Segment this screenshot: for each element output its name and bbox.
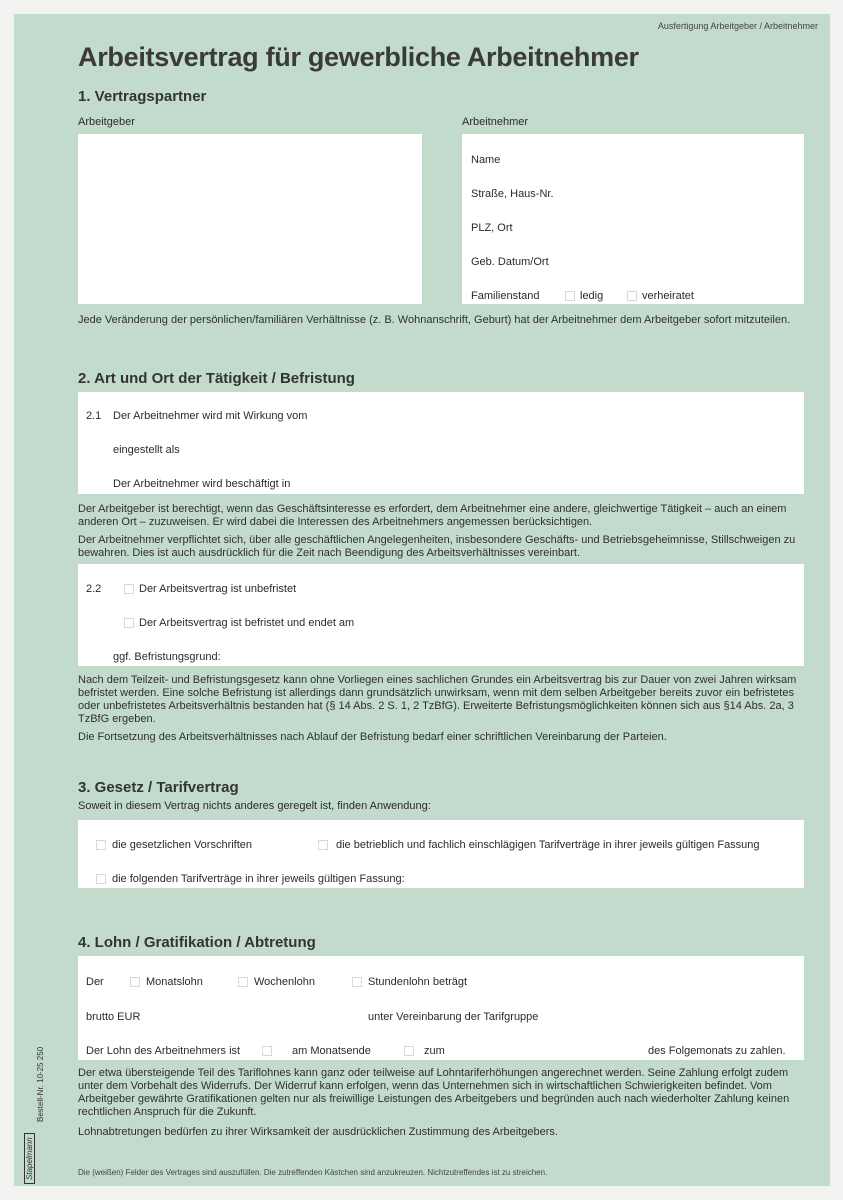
section-3-heading: 3. Gesetz / Tarifvertrag — [78, 779, 239, 796]
copy-note: Ausfertigung Arbeitgeber / Arbeitnehmer — [657, 21, 818, 31]
hourly-label: Stundenlohn beträgt — [368, 976, 468, 988]
date-checkbox[interactable] — [404, 1046, 414, 1056]
to-label: zum — [424, 1045, 445, 1057]
employed-in-label: Der Arbeitnehmer wird beschäftigt in — [113, 478, 291, 490]
brand-logo: Stapelmann — [24, 1133, 35, 1184]
monthly-label: Monatslohn — [146, 976, 203, 988]
section-4-box — [78, 956, 804, 1060]
form-page — [14, 14, 830, 1186]
limited-checkbox[interactable] — [124, 618, 134, 628]
married-label: verheiratet — [642, 290, 694, 302]
name-label: Name — [471, 154, 501, 166]
applicable-intro: Soweit in diesem Vertrag nichts anderes geregelt ist, finden Anwendung: — [78, 800, 431, 812]
bonus-paragraph: Der etwa übersteigende Teil des Tariflohnes kann ganz oder teilweise auf Lohntariferhöhungen angerechnet werden. Seine Zahlung erfolgt zudem unter dem Vorbehalt des Widerrufs. Der Widerruf kann erfolgen, wenn das Unternehmen sich in wirtschaftlichen Schwierigkeiten befindet. Vom Arbeitgeber gewährte Gratifikationen gelten nur als freiwillige Leistungen des Arbeitgebers und begründen auch nach wiederholter Zahlung keinen rechtlichen Anspruch für die Zukunft. — [78, 1067, 790, 1118]
hired-as-input[interactable] — [198, 441, 788, 458]
following-label: die folgenden Tarifverträge in ihrer jeweils gültigen Fassung: — [112, 873, 405, 885]
section-1-heading: 1. Vertragspartner — [78, 88, 207, 105]
transfer-right-paragraph: Der Arbeitgeber ist berechtigt, wenn das Geschäftsinteresse es erfordert, dem Arbeitnehmer eine andere, gleichwertige Tätigkeit – auch an einem anderen Ort – zuzuweisen. Er wird dabei die Interessen des Arbeitnehmers angemessen berücksichtigen. — [78, 503, 787, 528]
employer-field[interactable] — [78, 134, 422, 304]
collective-checkbox[interactable] — [318, 840, 328, 850]
gross-amount-input[interactable] — [158, 1008, 348, 1025]
effective-date-input[interactable] — [338, 407, 788, 424]
following-checkbox[interactable] — [96, 874, 106, 884]
wage-is-label: Der Lohn des Arbeitnehmers ist — [86, 1045, 241, 1057]
month-end-checkbox[interactable] — [262, 1046, 272, 1056]
assignment-paragraph: Lohnabtretungen bedürfen zu ihrer Wirksamkeit der ausdrücklichen Zustimmung des Arbeitgebers. — [78, 1126, 558, 1138]
following-input[interactable] — [448, 870, 788, 887]
following-month-label: des Folgemonats zu zahlen. — [648, 1045, 786, 1057]
single-checkbox[interactable] — [565, 291, 575, 301]
section-2-2-box — [78, 564, 804, 666]
law-checkbox[interactable] — [96, 840, 106, 850]
employed-in-input[interactable] — [318, 475, 788, 492]
num-2-2: 2.2 — [86, 583, 102, 595]
reason-label: ggf. Befristungsgrund: — [113, 651, 221, 663]
weekly-label: Wochenlohn — [254, 976, 315, 988]
street-label: Straße, Haus-Nr. — [471, 188, 554, 200]
employer-label: Arbeitgeber — [78, 116, 135, 128]
section-3-box — [78, 820, 804, 888]
employee-label: Arbeitnehmer — [462, 116, 529, 128]
reason-input[interactable] — [238, 648, 788, 665]
fixed-term-law-paragraph: Nach dem Teilzeit- und Befristungsgesetz kann ohne Vorliegen eines sachlichen Grundes ein Arbeitsvertrag bis zur Dauer von zwei Jahren wirksam befristet werden. Eine solche Befristung ist allerdings dann grundsätzlich unwirksam, wenn mit dem selben Arbeitgeber bereits zuvor ein befristetes oder unbefristetes Arbeitsverhältnis bestanden hat (§ 14 Abs. 2 S. 1, 2 TzBfG). Erweiterte Befristungsmöglichkeiten können sich aus §14 Abs. 2a, 3 TzBfG ergeben. — [78, 674, 797, 725]
birth-label: Geb. Datum/Ort — [471, 256, 549, 268]
limited-label: Der Arbeitsvertrag ist befristet und endet am — [139, 617, 355, 629]
street-input[interactable] — [572, 186, 792, 202]
unlimited-checkbox[interactable] — [124, 584, 134, 594]
zip-city-input[interactable] — [532, 220, 792, 236]
collective-label: die betrieblich und fachlich einschlägigen Tarifverträge in ihrer jeweils gültigen Fassung — [336, 839, 760, 851]
section-2-1-box — [78, 392, 804, 494]
gross-label: brutto EUR — [86, 1011, 141, 1023]
end-date-input[interactable] — [388, 614, 788, 631]
employee-box — [462, 134, 804, 304]
order-number: Bestell-Nr. 10-25 250 — [36, 1046, 45, 1122]
side-imprint — [20, 1034, 46, 1186]
section-2-heading: 2. Art und Ort der Tätigkeit / Befristung — [78, 370, 355, 387]
single-label: ledig — [580, 290, 604, 302]
zip-city-label: PLZ, Ort — [471, 222, 513, 234]
weekly-checkbox[interactable] — [238, 977, 248, 987]
num-2-1: 2.1 — [86, 410, 102, 422]
confidentiality-paragraph: Der Arbeitnehmer verpflichtet sich, über alle geschäftlichen Angelegenheiten, insbesondere Geschäfts- und Betriebsgeheimnisse, Stillschweigen zu bewahren. Dies ist auch ausdrücklich für die Zeit nach Beendigung des Arbeitsverhältnisses vereinbart. — [78, 534, 796, 559]
unlimited-label: Der Arbeitsvertrag ist unbefristet — [139, 583, 297, 595]
der-label: Der — [86, 976, 104, 988]
marital-label: Familienstand — [471, 290, 540, 302]
birth-input[interactable] — [572, 254, 792, 270]
monthly-checkbox[interactable] — [130, 977, 140, 987]
hired-as-label: eingestellt als — [113, 444, 180, 456]
form-title: Arbeitsvertrag für gewerbliche Arbeitnehmer — [78, 42, 639, 72]
tariff-group-label: unter Vereinbarung der Tarifgruppe — [368, 1011, 539, 1023]
name-input[interactable] — [522, 152, 792, 168]
month-end-label: am Monatsende — [292, 1045, 371, 1057]
effective-date-label: Der Arbeitnehmer wird mit Wirkung vom — [113, 410, 308, 422]
married-checkbox[interactable] — [627, 291, 637, 301]
pay-day-input[interactable] — [450, 1042, 640, 1059]
tariff-group-input[interactable] — [568, 1008, 788, 1025]
law-label: die gesetzlichen Vorschriften — [112, 839, 253, 851]
change-notice: Jede Veränderung der persönlichen/familiären Verhältnisse (z. B. Wohnanschrift, Geburt) hat der Arbeitnehmer dem Arbeitgeber sofort mitzuteilen. — [78, 314, 791, 326]
section-4-heading: 4. Lohn / Gratifikation / Abtretung — [78, 934, 316, 951]
hourly-checkbox[interactable] — [352, 977, 362, 987]
footer-note: Die (weißen) Felder des Vertrages sind auszufüllen. Die zutreffenden Kästchen sind anzukreuzen. Nichtzutreffendes ist zu streichen. — [78, 1168, 548, 1177]
continuation-paragraph: Die Fortsetzung des Arbeitsverhältnisses nach Ablauf der Befristung bedarf einer schriftlichen Vereinbarung der Parteien. — [78, 731, 667, 743]
